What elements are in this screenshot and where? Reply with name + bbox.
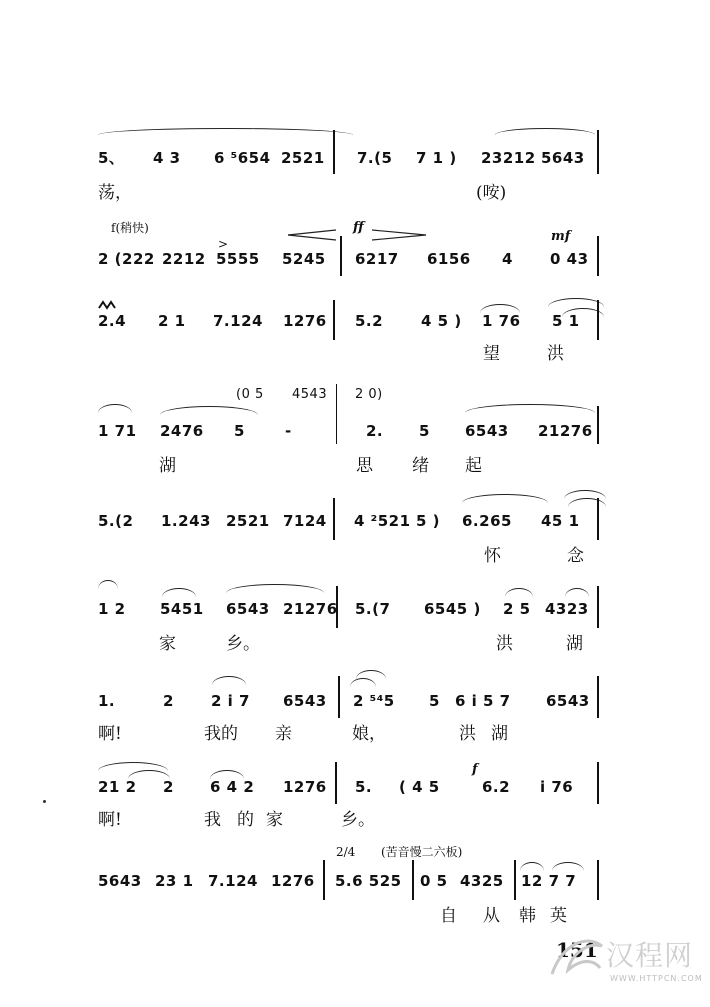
bar-line: [597, 586, 599, 628]
notation-group: 1276: [283, 312, 327, 330]
notation-group: 1276: [271, 872, 315, 890]
notation-group: 4 3: [153, 149, 181, 167]
notation-group: 1 71: [98, 422, 137, 440]
tempo-marking: f(稍快): [111, 221, 149, 235]
notation-group: 2 1: [158, 312, 186, 330]
slur-mark: [98, 580, 118, 589]
lyric-syllable: 洪: [496, 634, 513, 654]
notation-group: 0 43: [550, 250, 589, 268]
lyric-syllable: 韩: [519, 906, 536, 926]
notation-group: 5.6 525: [335, 872, 402, 890]
slur-mark: [350, 678, 376, 687]
notation-group: 5: [429, 692, 440, 710]
lyric-syllable: 我的: [204, 724, 238, 744]
slur-mark: [548, 298, 604, 307]
mode-marking: (苦音慢二六板): [381, 845, 463, 859]
bar-line: [597, 676, 599, 718]
lyric-syllable: 英: [550, 906, 567, 926]
bar-line: [597, 300, 599, 340]
slur-mark: [212, 676, 246, 685]
notation-row: [0, 776, 710, 798]
notation-group: 2.4: [98, 312, 127, 330]
watermark-text: 汉程网: [606, 939, 694, 972]
notation-group: 2212: [162, 250, 206, 268]
notation-group: 2: [163, 692, 174, 710]
lyric-syllable: 起: [465, 456, 482, 476]
notation-group: 5 1: [552, 312, 580, 330]
lyric-syllable: 乡。: [226, 634, 260, 654]
notation-group: 4 ²521: [354, 512, 411, 530]
notation-group: 6217: [355, 250, 399, 268]
notation-group: 6543: [546, 692, 590, 710]
notation-group: 7.124: [208, 872, 258, 890]
lyric-syllable: 自: [440, 906, 457, 926]
lyric-syllable: 娘，: [352, 724, 386, 744]
notation-group: 5: [234, 422, 245, 440]
notation-group: 21276: [283, 600, 338, 618]
lyric-syllable: 湖: [566, 634, 583, 654]
bar-line: [338, 676, 340, 718]
notation-group: 6545 ): [424, 600, 481, 618]
notation-group: 2: [163, 778, 174, 796]
slur-mark: [98, 128, 353, 135]
lyric-syllable: 的: [237, 810, 254, 830]
bar-line: [597, 762, 599, 804]
notation-group: 1 76: [482, 312, 521, 330]
crescendo-hairpin: [286, 228, 338, 242]
notation-group: 5643: [98, 872, 142, 890]
accent-mark: >: [218, 237, 229, 251]
notation-group: 6543: [226, 600, 270, 618]
slur-mark: [98, 762, 168, 771]
notation-group: 23 1: [155, 872, 194, 890]
trill-mark: [98, 300, 116, 310]
notation-group: 2 ⁵⁴5: [353, 692, 395, 710]
notation-group: 4543: [292, 387, 328, 402]
notation-group: 2 i 7: [211, 692, 250, 710]
notation-row: [0, 147, 710, 169]
bar-line: [333, 300, 335, 340]
notation-group: 6 4 2: [210, 778, 255, 796]
notation-group: 6.265: [462, 512, 512, 530]
notation-group: 2521: [226, 512, 270, 530]
notation-group: 7 1 ): [416, 149, 457, 167]
notation-group: 2.: [366, 422, 384, 440]
dynamic-marking: ff: [353, 220, 364, 235]
decrescendo-hairpin: [370, 228, 428, 242]
slur-mark: [226, 584, 324, 593]
notation-group: 6156: [427, 250, 471, 268]
slur-mark: [495, 128, 595, 135]
notation-group: 5555: [216, 250, 260, 268]
bar-line: [597, 406, 599, 444]
lyric-row: [0, 632, 710, 656]
notation-row: [0, 420, 710, 442]
slur-mark: [160, 406, 258, 415]
bar-line: [514, 860, 516, 900]
notation-group: 5.(2: [98, 512, 134, 530]
notation-group: 1 2: [98, 600, 126, 618]
notation-group: 21276: [538, 422, 593, 440]
lyric-row: [0, 454, 710, 478]
notation-group: 21 2: [98, 778, 137, 796]
slur-mark: [505, 588, 533, 597]
notation-group: 5451: [160, 600, 204, 618]
notation-group: 2521: [281, 149, 325, 167]
lyric-syllable: 思: [356, 456, 373, 476]
lyric-syllable: 绪: [412, 456, 429, 476]
notation-group: 7124: [283, 512, 327, 530]
notation-row: [0, 510, 710, 532]
lyric-row: [0, 722, 710, 746]
lyric-syllable: 望: [483, 344, 500, 364]
lyric-syllable: 乡。: [341, 810, 375, 830]
slur-mark: [568, 498, 606, 507]
bar-line: [336, 586, 338, 628]
notation-group: 6 ⁵654: [214, 149, 271, 167]
bar-line: [597, 498, 599, 540]
bar-line: [597, 130, 599, 174]
notation-group: 4: [502, 250, 513, 268]
lyric-syllable: 怀: [484, 546, 501, 566]
lyric-row: [0, 181, 710, 205]
notation-group: 6.2: [482, 778, 511, 796]
notation-group: (0 5: [236, 387, 264, 402]
bar-line: [336, 384, 337, 444]
notation-group: 23212: [481, 149, 536, 167]
slur-mark: [162, 588, 196, 597]
notation-group: 2 5: [503, 600, 531, 618]
meter-marking: 2/4: [336, 845, 356, 859]
notation-group: 5、: [98, 149, 125, 167]
upper-notation-row: [0, 384, 710, 406]
notation-row: [0, 870, 710, 892]
slur-mark: [565, 588, 589, 597]
notation-group: 7.(5: [357, 149, 393, 167]
notation-group: 1276: [283, 778, 327, 796]
lyric-syllable: 念: [567, 546, 584, 566]
bar-line: [340, 236, 342, 276]
bar-line: [323, 860, 325, 900]
notation-group: 2 (222: [98, 250, 155, 268]
notation-group: 5.(7: [355, 600, 391, 618]
notation-group: ( 4 5: [399, 778, 440, 796]
notation-group: 4325: [460, 872, 504, 890]
bar-line: [335, 762, 337, 804]
notation-row: [0, 248, 710, 270]
lyric-syllable: 湖: [491, 724, 508, 744]
notation-group: 4323: [545, 600, 589, 618]
lyric-syllable: 家: [159, 634, 176, 654]
lyric-row: [0, 808, 710, 832]
lyric-syllable: 家: [266, 810, 283, 830]
lyric-syllable: 啊!: [98, 810, 122, 830]
notation-group: 4 5 ): [421, 312, 462, 330]
notation-group: 6 i 5 7: [455, 692, 511, 710]
notation-group: i 76: [540, 778, 574, 796]
lyric-syllable: 荡，: [98, 183, 132, 203]
lyric-syllable: 从: [483, 906, 500, 926]
bar-line: [333, 498, 335, 540]
notation-row: [0, 690, 710, 712]
bar-line: [597, 860, 599, 900]
lyric-syllable: 洪: [547, 344, 564, 364]
bar-line: [412, 860, 414, 900]
page-number: 151: [556, 938, 598, 962]
notation-group: 5 ): [416, 512, 441, 530]
slur-mark: [462, 494, 548, 503]
notation-group: -: [285, 422, 292, 440]
dynamic-marking: f: [472, 762, 478, 777]
notation-group: 5.: [355, 778, 373, 796]
notation-group: 5245: [282, 250, 326, 268]
notation-group: 2476: [160, 422, 204, 440]
site-watermark: [592, 930, 702, 990]
notation-row: [0, 310, 710, 332]
notation-group: 45 1: [541, 512, 580, 530]
lyric-syllable: 亲: [275, 724, 292, 744]
notation-group: 5: [419, 422, 430, 440]
bar-line: [597, 236, 599, 276]
notation-group: 12 7 7: [521, 872, 577, 890]
notation-group: 6543: [465, 422, 509, 440]
notation-group: 1.: [98, 692, 116, 710]
lyric-syllable: 啊!: [98, 724, 122, 744]
lyric-syllable: 洪: [459, 724, 476, 744]
dynamic-marking: mf: [551, 229, 571, 244]
bar-line: [333, 130, 335, 174]
lyric-syllable: (咹): [476, 183, 507, 203]
notation-row: [0, 598, 710, 620]
lyric-row: [0, 342, 710, 366]
lyric-syllable: 我: [204, 810, 221, 830]
notation-group: 5.2: [355, 312, 384, 330]
notation-group: 7.124: [213, 312, 263, 330]
scan-speck: [43, 800, 46, 803]
notation-group: 6543: [283, 692, 327, 710]
notation-group: 1.243: [161, 512, 211, 530]
notation-group: 2 0): [355, 387, 383, 402]
notation-group: 5643: [541, 149, 585, 167]
notation-group: 0 5: [420, 872, 448, 890]
lyric-syllable: 湖: [159, 456, 176, 476]
lyric-row: [0, 544, 710, 568]
watermark-url: WWW.HTTPCN.COM: [610, 974, 703, 983]
watermark-swirl-icon: [542, 924, 612, 984]
